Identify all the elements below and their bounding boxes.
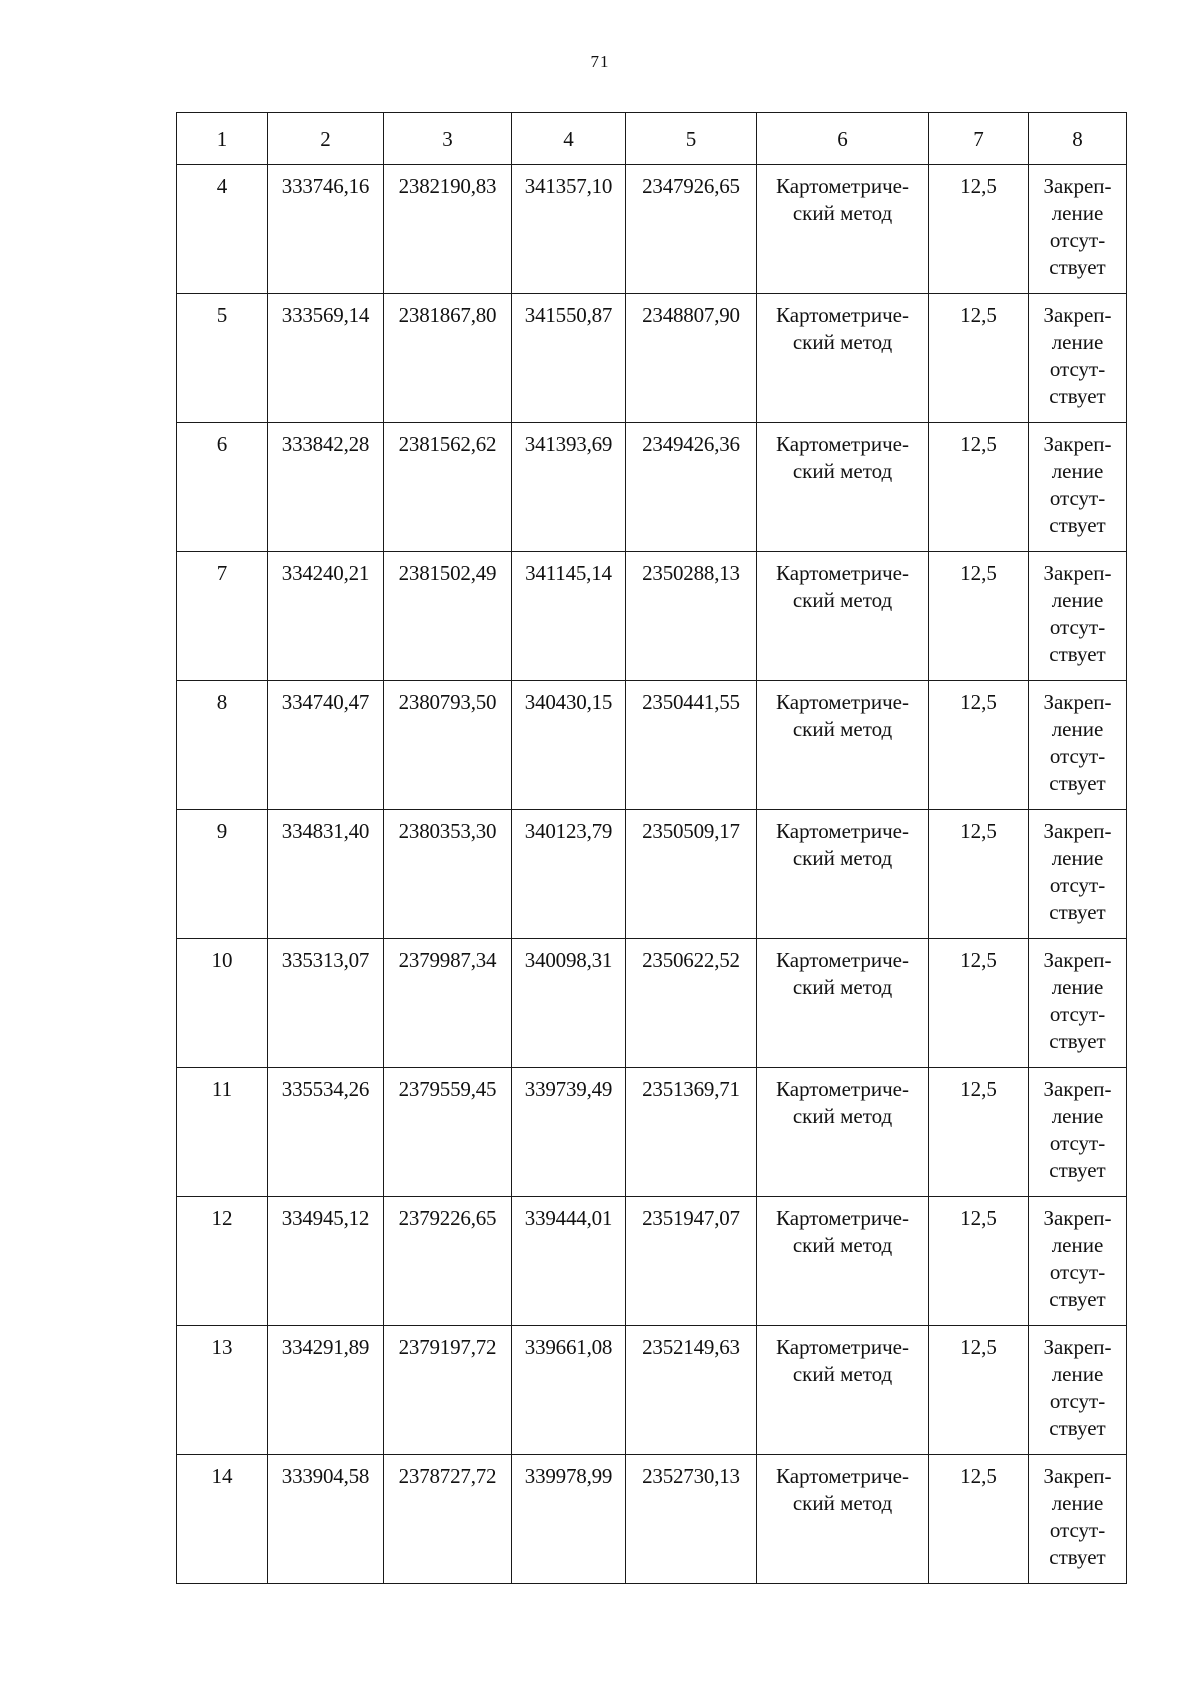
coordinate-cell: 340430,15 (512, 681, 626, 810)
accuracy-cell: 12,5 (929, 681, 1029, 810)
coordinate-cell: 334831,40 (268, 810, 384, 939)
table-row (177, 423, 1127, 552)
fixing-cell: Закреп- ление отсут- ствует (1029, 681, 1127, 810)
method-cell: Картометриче- ский метод (757, 1197, 929, 1326)
point-number-cell: 10 (177, 939, 268, 1068)
point-number-cell: 11 (177, 1068, 268, 1197)
accuracy-cell: 12,5 (929, 1455, 1029, 1584)
coordinate-cell: 2379987,34 (384, 939, 512, 1068)
point-number-cell: 8 (177, 681, 268, 810)
method-cell: Картометриче- ский метод (757, 1068, 929, 1197)
coordinate-cell: 2350509,17 (626, 810, 757, 939)
fixing-cell: Закреп- ление отсут- ствует (1029, 165, 1127, 294)
coordinate-cell: 339978,99 (512, 1455, 626, 1584)
point-number-cell: 14 (177, 1455, 268, 1584)
coordinate-cell: 333746,16 (268, 165, 384, 294)
coordinate-cell: 2350288,13 (626, 552, 757, 681)
method-cell: Картометриче- ский метод (757, 294, 929, 423)
point-number-cell: 13 (177, 1326, 268, 1455)
coordinate-cell: 2380793,50 (384, 681, 512, 810)
coordinate-cell: 340098,31 (512, 939, 626, 1068)
fixing-cell: Закреп- ление отсут- ствует (1029, 552, 1127, 681)
fixing-cell: Закреп- ление отсут- ствует (1029, 1068, 1127, 1197)
table-row (177, 810, 1127, 939)
coordinate-cell: 2352149,63 (626, 1326, 757, 1455)
header-cell: 3 (384, 113, 512, 165)
coordinate-cell: 339444,01 (512, 1197, 626, 1326)
fixing-cell: Закреп- ление отсут- ствует (1029, 1326, 1127, 1455)
table-row (177, 939, 1127, 1068)
coordinate-cell: 333842,28 (268, 423, 384, 552)
method-cell: Картометриче- ский метод (757, 165, 929, 294)
point-number-cell: 5 (177, 294, 268, 423)
table-row (177, 1068, 1127, 1197)
method-cell: Картометриче- ский метод (757, 939, 929, 1068)
point-number-cell: 7 (177, 552, 268, 681)
method-cell: Картометриче- ский метод (757, 423, 929, 552)
page-number: 71 (590, 52, 610, 71)
coordinate-cell: 335534,26 (268, 1068, 384, 1197)
coordinate-cell: 334945,12 (268, 1197, 384, 1326)
coordinate-cell: 2381502,49 (384, 552, 512, 681)
method-cell: Картометриче- ский метод (757, 1455, 929, 1584)
fixing-cell: Закреп- ление отсут- ствует (1029, 294, 1127, 423)
coordinate-cell: 2348807,90 (626, 294, 757, 423)
accuracy-cell: 12,5 (929, 1068, 1029, 1197)
coordinate-cell: 333569,14 (268, 294, 384, 423)
coordinate-cell: 341550,87 (512, 294, 626, 423)
table-header-row (177, 113, 1127, 165)
header-cell: 6 (757, 113, 929, 165)
coordinate-cell: 340123,79 (512, 810, 626, 939)
coordinate-cell: 2381867,80 (384, 294, 512, 423)
coordinate-cell: 2349426,36 (626, 423, 757, 552)
method-cell: Картометриче- ский метод (757, 552, 929, 681)
coordinate-cell: 2379559,45 (384, 1068, 512, 1197)
table-row (177, 294, 1127, 423)
coordinate-cell: 339661,08 (512, 1326, 626, 1455)
accuracy-cell: 12,5 (929, 1197, 1029, 1326)
coordinates-table (176, 112, 1127, 1584)
accuracy-cell: 12,5 (929, 939, 1029, 1068)
fixing-cell: Закреп- ление отсут- ствует (1029, 423, 1127, 552)
coordinate-cell: 334291,89 (268, 1326, 384, 1455)
coordinate-cell: 2351369,71 (626, 1068, 757, 1197)
coordinate-cell: 2380353,30 (384, 810, 512, 939)
accuracy-cell: 12,5 (929, 1326, 1029, 1455)
accuracy-cell: 12,5 (929, 165, 1029, 294)
coordinate-cell: 339739,49 (512, 1068, 626, 1197)
coordinate-cell: 2351947,07 (626, 1197, 757, 1326)
header-cell: 5 (626, 113, 757, 165)
coordinate-cell: 2378727,72 (384, 1455, 512, 1584)
point-number-cell: 9 (177, 810, 268, 939)
accuracy-cell: 12,5 (929, 294, 1029, 423)
coordinate-cell: 341145,14 (512, 552, 626, 681)
coordinate-cell: 2347926,65 (626, 165, 757, 294)
point-number-cell: 6 (177, 423, 268, 552)
fixing-cell: Закреп- ление отсут- ствует (1029, 810, 1127, 939)
coordinate-cell: 335313,07 (268, 939, 384, 1068)
header-cell: 1 (177, 113, 268, 165)
coordinate-cell: 333904,58 (268, 1455, 384, 1584)
coordinate-cell: 341357,10 (512, 165, 626, 294)
table-row (177, 1455, 1127, 1584)
accuracy-cell: 12,5 (929, 810, 1029, 939)
fixing-cell: Закреп- ление отсут- ствует (1029, 939, 1127, 1068)
header-cell: 7 (929, 113, 1029, 165)
table-row (177, 552, 1127, 681)
table-row (177, 165, 1127, 294)
accuracy-cell: 12,5 (929, 423, 1029, 552)
table-row (177, 1326, 1127, 1455)
method-cell: Картометриче- ский метод (757, 1326, 929, 1455)
point-number-cell: 4 (177, 165, 268, 294)
table-row (177, 681, 1127, 810)
coordinate-cell: 2379197,72 (384, 1326, 512, 1455)
coordinate-cell: 334240,21 (268, 552, 384, 681)
coordinate-cell: 2350441,55 (626, 681, 757, 810)
accuracy-cell: 12,5 (929, 552, 1029, 681)
fixing-cell: Закреп- ление отсут- ствует (1029, 1197, 1127, 1326)
coordinate-cell: 341393,69 (512, 423, 626, 552)
point-number-cell: 12 (177, 1197, 268, 1326)
method-cell: Картометриче- ский метод (757, 810, 929, 939)
header-cell: 4 (512, 113, 626, 165)
fixing-cell: Закреп- ление отсут- ствует (1029, 1455, 1127, 1584)
coordinate-cell: 2352730,13 (626, 1455, 757, 1584)
coordinate-cell: 2382190,83 (384, 165, 512, 294)
table-body (177, 113, 1127, 1584)
coordinate-cell: 334740,47 (268, 681, 384, 810)
table-row (177, 1197, 1127, 1326)
method-cell: Картометриче- ский метод (757, 681, 929, 810)
header-cell: 2 (268, 113, 384, 165)
coordinate-cell: 2379226,65 (384, 1197, 512, 1326)
header-cell: 8 (1029, 113, 1127, 165)
coordinate-cell: 2350622,52 (626, 939, 757, 1068)
coordinate-cell: 2381562,62 (384, 423, 512, 552)
